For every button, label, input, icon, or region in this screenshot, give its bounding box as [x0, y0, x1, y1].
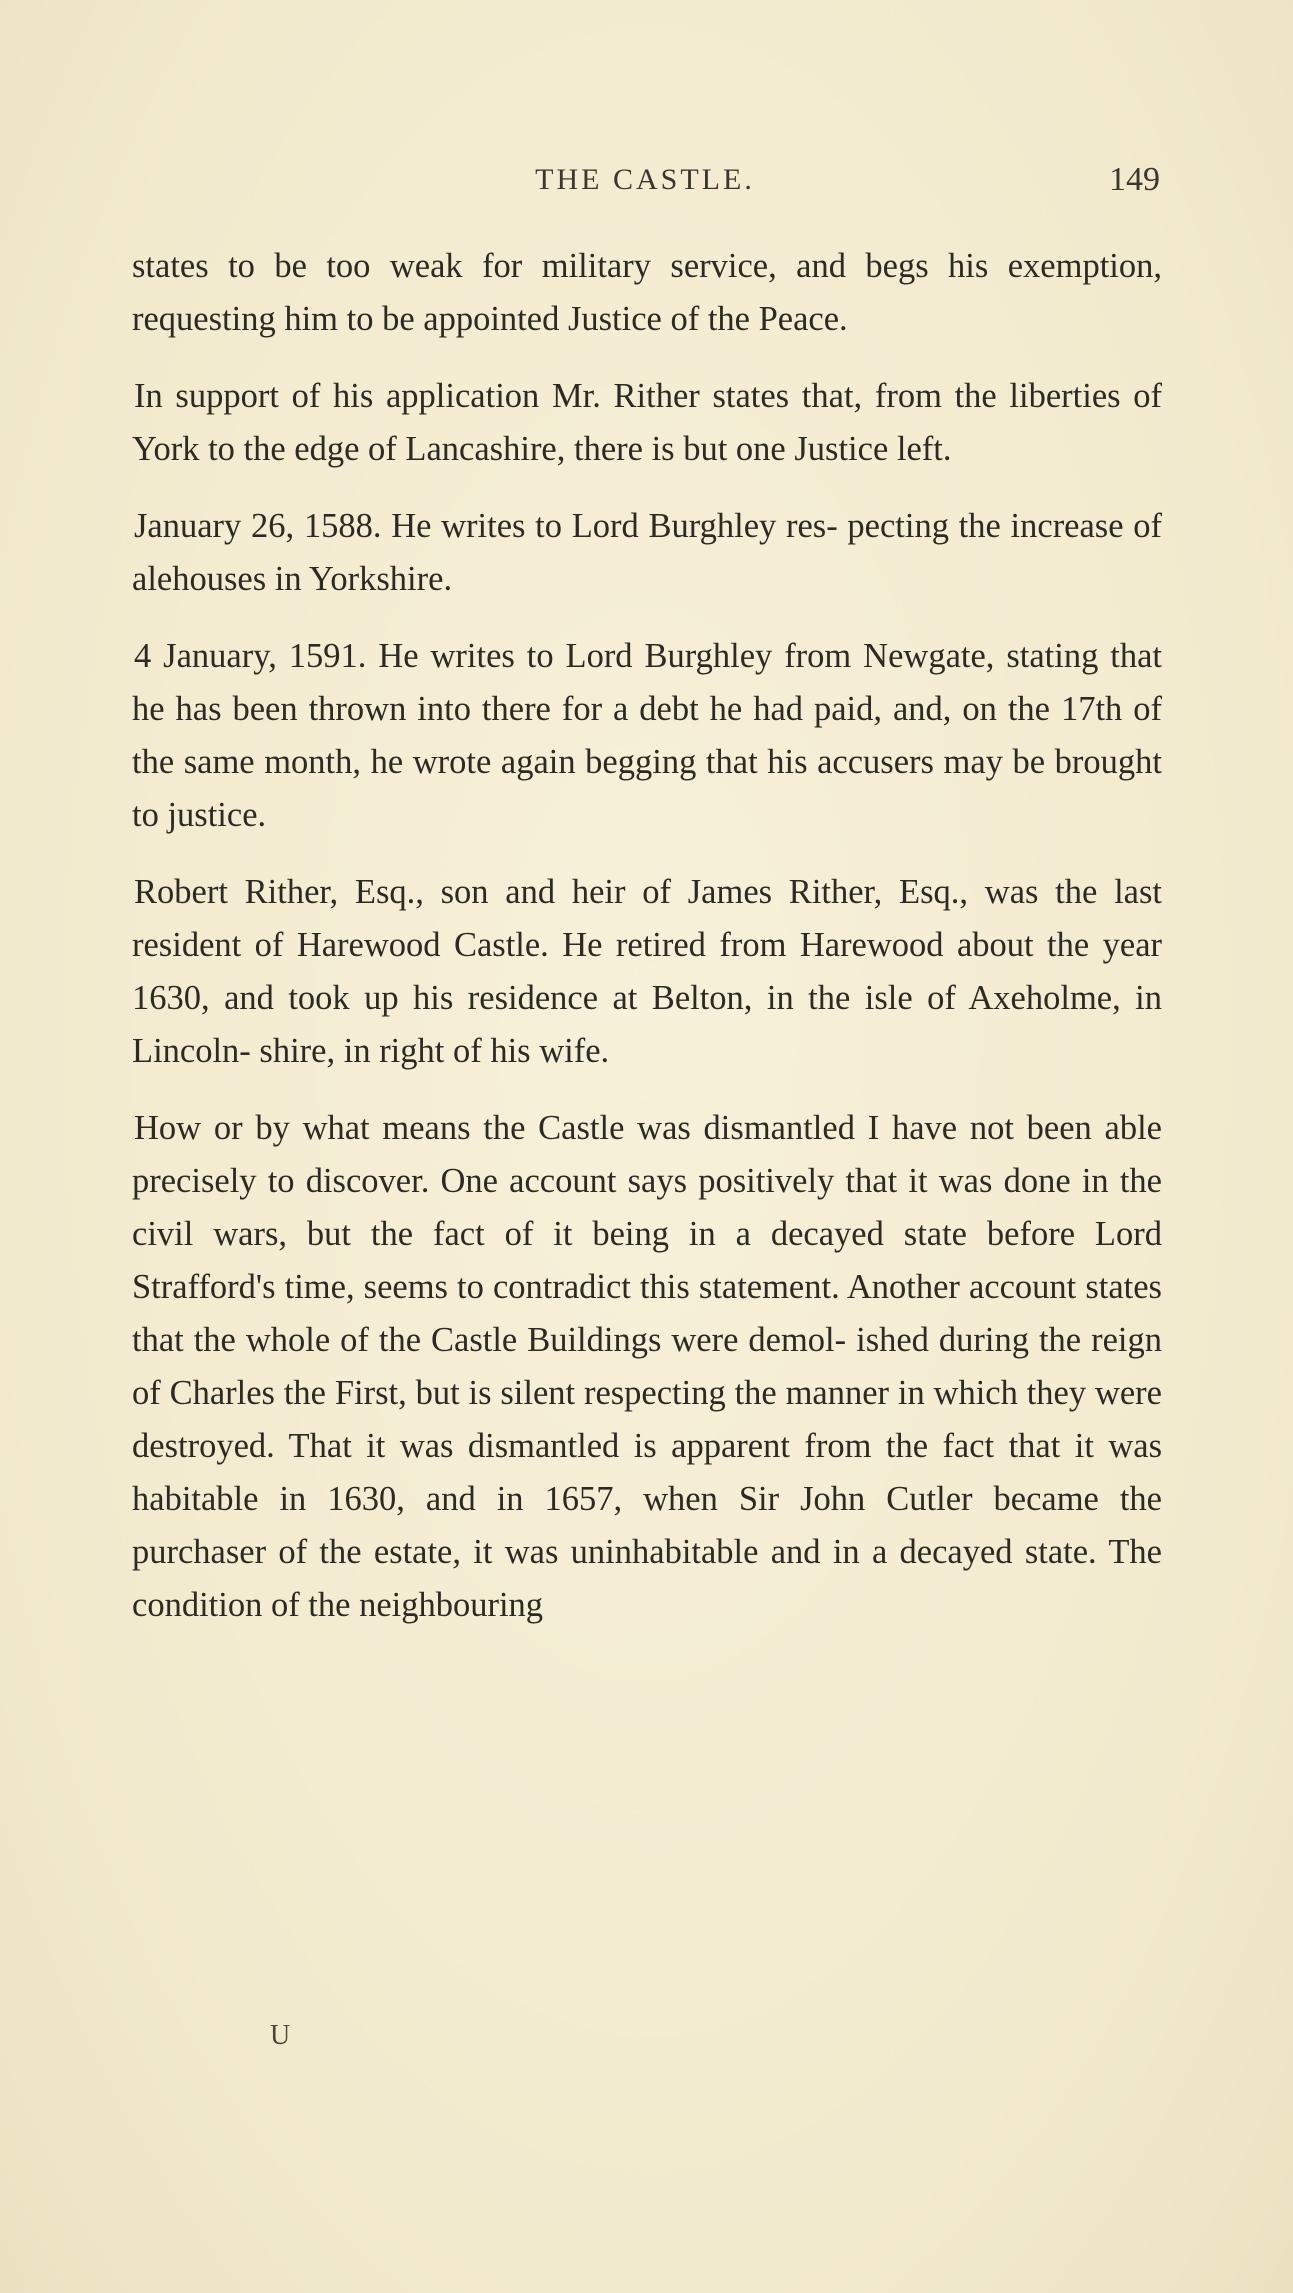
paragraph-3: January 26, 1588. He writes to Lord Burghley res- pecting the increase of alehouses in Yorkshire. [132, 507, 1162, 598]
signature-mark: U [270, 2020, 292, 2051]
page-number: 149 [1109, 161, 1160, 198]
paragraph-6: How or by what means the Castle was dismantled I have not been able precisely to discover. One account says positively that it was done in the civil wars, but the fact of it being in a decayed state before Lord Strafford's time, seems to contradict this statement. Another account states that the whole of the Castle Buildings were demol- ished during the reign of Charles the First, but is silent respecting the manner in which they were destroyed. That it was dismantled is apparent from the fact that it was habitable in 1630, and in 1657, when Sir John Cutler became the purchaser of the estate, it was uninhabitable and in a decayed state. The condition of the neighbouring [132, 1109, 1162, 1624]
paragraph-1: states to be too weak for military service, and begs his exemption, requesting him to be appointed Justice of the Peace. [132, 247, 1162, 338]
body-text [132, 240, 1162, 1656]
running-head [130, 160, 1160, 200]
paragraph-2: In support of his application Mr. Rither states that, from the liberties of York to the edge of Lancashire, there is but one Justice left. [132, 377, 1162, 468]
paragraph-4: 4 January, 1591. He writes to Lord Burghley from Newgate, stating that he has been thrown into there for a debt he had paid, and, on the 17th of the same month, he wrote again begging that his accusers may be brought to justice. [132, 637, 1162, 834]
running-title: THE CASTLE. [535, 163, 755, 196]
paragraph-5: Robert Rither, Esq., son and heir of James Rither, Esq., was the last resident of Harewood Castle. He retired from Harewood about the year 1630, and took up his residence at Belton, in the isle of Axeholme, in Lincoln- shire, in right of his wife. [132, 873, 1162, 1070]
